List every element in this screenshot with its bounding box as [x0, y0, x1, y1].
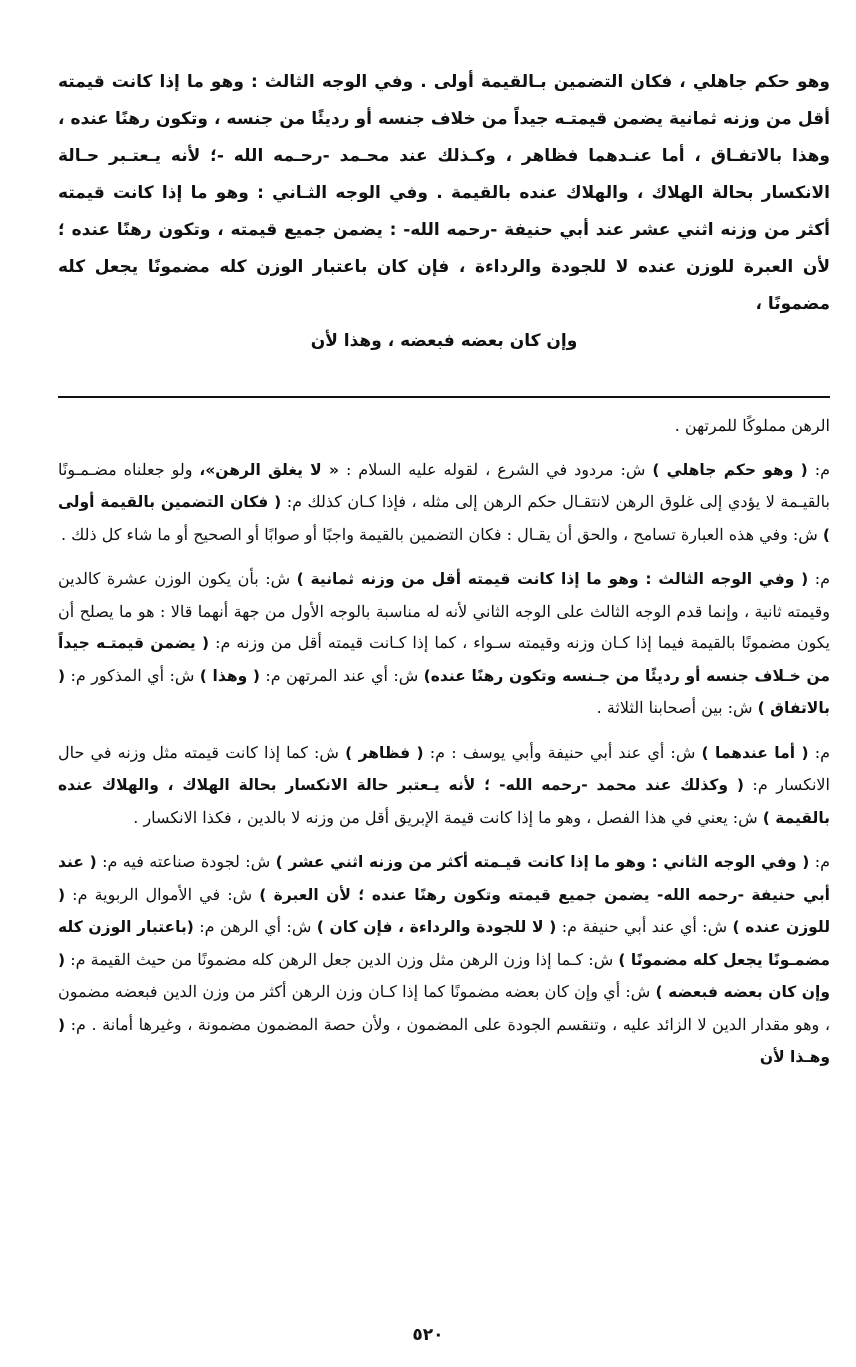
commentary-text: ش: يعني في هذا الفصل ، وهو ما إذا كانت قيمة الإبريق أقل من وزنه لا بالدين ، فكذا الانكسار . [133, 807, 763, 827]
commentary-text: ش: أي عند المرتهن م: [259, 665, 424, 685]
matn-quote: ( وهو حكم جاهلي ) [652, 460, 808, 479]
commentary-text: ش: أي وإن كان بعضه مضمونًا كما إذا كـان وزن الرهن أكثر من وزن الدين فبعضه مضمون ، وهو مقدار الدين لا الزائد عليه ، وتنقسم الجودة على المضمون ، ولأن حصة المضمون مضمونة ، وغيرها أمانة . م: [58, 982, 830, 1034]
matn-quote: ( فكان التضمين بالقيمة أولى ) [58, 493, 830, 544]
commentary-paragraph [58, 563, 830, 725]
matn-quote: ( وإن كان بعضه فبعضه ) [58, 950, 830, 1001]
commentary-text: ولو جعلناه مضـمـونًا بالقيـمة لا يؤدي إلى غلوق الرهن لانتقـال حكم الرهن إلى مثله ، فإذا كـان كذلك م: [58, 459, 831, 511]
main-text-paragraph: وهو حكم جاهلي ، فكان التضمين بـالقيمة أولى . وفي الوجه الثالث : وهو ما إذا كانت قيمته أقل من وزنه ثمانية يضمن قيمتـه جيداً من خلاف جنسه أو رديئًا من جنسه ، وتكون رهنًا عنده ، وهذا بالاتفـاق ، أما عنـدهما فظاهر ، وكـذلك عند محـمد -رحـمه الله -؛ لأنه يـعتـبر حـالة الانكسار بحالة الهلاك ، والهلاك عنده بالقيمة . وفي الوجه الثـاني : وهو ما إذا كانت قيمته أكثر من وزنه اثني عشر عند أبي حنيفة -رحمه الله- : يضمن جميع قيمته ، وتكون رهنًا عنده ؛ لأن العبرة للوزن عنده لا للجودة والرداءة ، فإن كان باعتبار الوزن كله مضمونًا يجعل كله مضمونًا ، [58, 72, 830, 314]
commentary-text: ش: بأن يكون الوزن عشرة كالدين وقيمته ثانية ، وإنما قدم الوجه الثالث على الوجه الثاني لأنه له مناسبة بالوجه الأول من جهة أنهما قالا : هو ما يصلح أن يكون مضمونًا بالقيمة فيما إذا كـان وزنه وقيمته سـواء ، كما إذا كـانت قيمته أقل من وزنه م: [58, 569, 831, 652]
commentary-paragraph [58, 454, 830, 552]
commentary-block [58, 410, 830, 1086]
commentary-text: ش: أي عند أبي حنيفة م: [556, 917, 733, 936]
matn-quote: ( وهـذا لأن [58, 1015, 830, 1066]
matn-quote: ( للوزن عنده ) [58, 885, 831, 936]
commentary-text: ش: وفي هذه العبارة تسامح ، والحق أن يقـال : فكان التضمين بالقيمة واجبًا أو صوابًا أو الصحيح أو ما شاء كل ذلك . [60, 524, 823, 544]
matn-quote: ( يضمن قيمتـه جيداً من خـلاف جنسه أو رديئًا من جـنسه وتكون رهنًا عنده) [58, 634, 830, 685]
matn-quote: ( وفي الوجه الثالث : وهو ما إذا كانت قيمته أقل من وزنه ثمانية ) [296, 570, 809, 588]
matn-quote: ( وهذا ) [199, 666, 260, 685]
matn-quote: ( عند أبي حنيفة -رحمه الله- يضمن جميع قيمته وتكون رهنًا عنده ؛ لأن العبرة ) [58, 853, 830, 904]
commentary-paragraph [58, 846, 830, 1074]
commentary-text: ش: بين أصحابنا الثلاثة . [596, 698, 758, 717]
commentary-text: ش: أي عند أبي حنيفة وأبي يوسف : م: [423, 742, 702, 762]
matn-quote: ( لا للجودة والرداءة ، فإن كان ) [316, 918, 557, 936]
main-text-last-line: وإن كان بعضه فبعضه ، وهذا لأن [310, 331, 578, 351]
commentary-text: م: [808, 742, 830, 762]
commentary-text: م: [808, 569, 830, 588]
commentary-paragraph [58, 737, 830, 835]
commentary-text: ش: كـما إذا وزن الرهن مثل وزن الدين جعل الرهن كله مضمونًا من حيث القيمة م: [65, 949, 619, 969]
matn-quote: ( بالاتفاق ) [58, 666, 830, 717]
matn-quote: (باعتبار الوزن كله مضمـونًا يجعل كله مضمونًا ) [58, 918, 830, 969]
commentary-text: ش: مردود في الشرع ، لقوله عليه السلام : [338, 459, 653, 479]
commentary-text: ش: في الأموال الربوية م: [65, 884, 260, 904]
matn-quote: ( وكذلك عند محمد -رحمه الله- ؛ لأنه يـعتبر حالة الانكسار بحالة الهلاك ، والهلاك عنده بالقيمة ) [58, 776, 830, 827]
matn-quote: « لا يغلق الرهن»، [199, 460, 339, 479]
commentary-paragraph-intro: الرهن مملوكًا للمرتهن . [674, 416, 830, 435]
commentary-text: ش: لجودة صناعته فيه م: [96, 852, 276, 871]
matn-quote: ( أما عندهما ) [701, 743, 809, 762]
matn-quote: ( وفي الوجه الثاني : وهو ما إذا كانت قيـمته أكثر من وزنه اثني عشر ) [275, 853, 810, 871]
commentary-text: ش: أي المذكور م: [65, 665, 200, 685]
page-number: ٥٢٠ [412, 1325, 444, 1345]
commentary-text: م: [807, 459, 831, 479]
commentary-text: ش: كما إذا كانت قيمته مثل وزنه في حال الانكسار م: [58, 742, 830, 794]
commentary-text: ش: أي الرهن م: [193, 917, 317, 936]
commentary-text: م: [809, 852, 831, 871]
section-divider [58, 396, 830, 398]
main-text-block [58, 64, 830, 360]
matn-quote: ( فظاهر ) [345, 743, 424, 762]
